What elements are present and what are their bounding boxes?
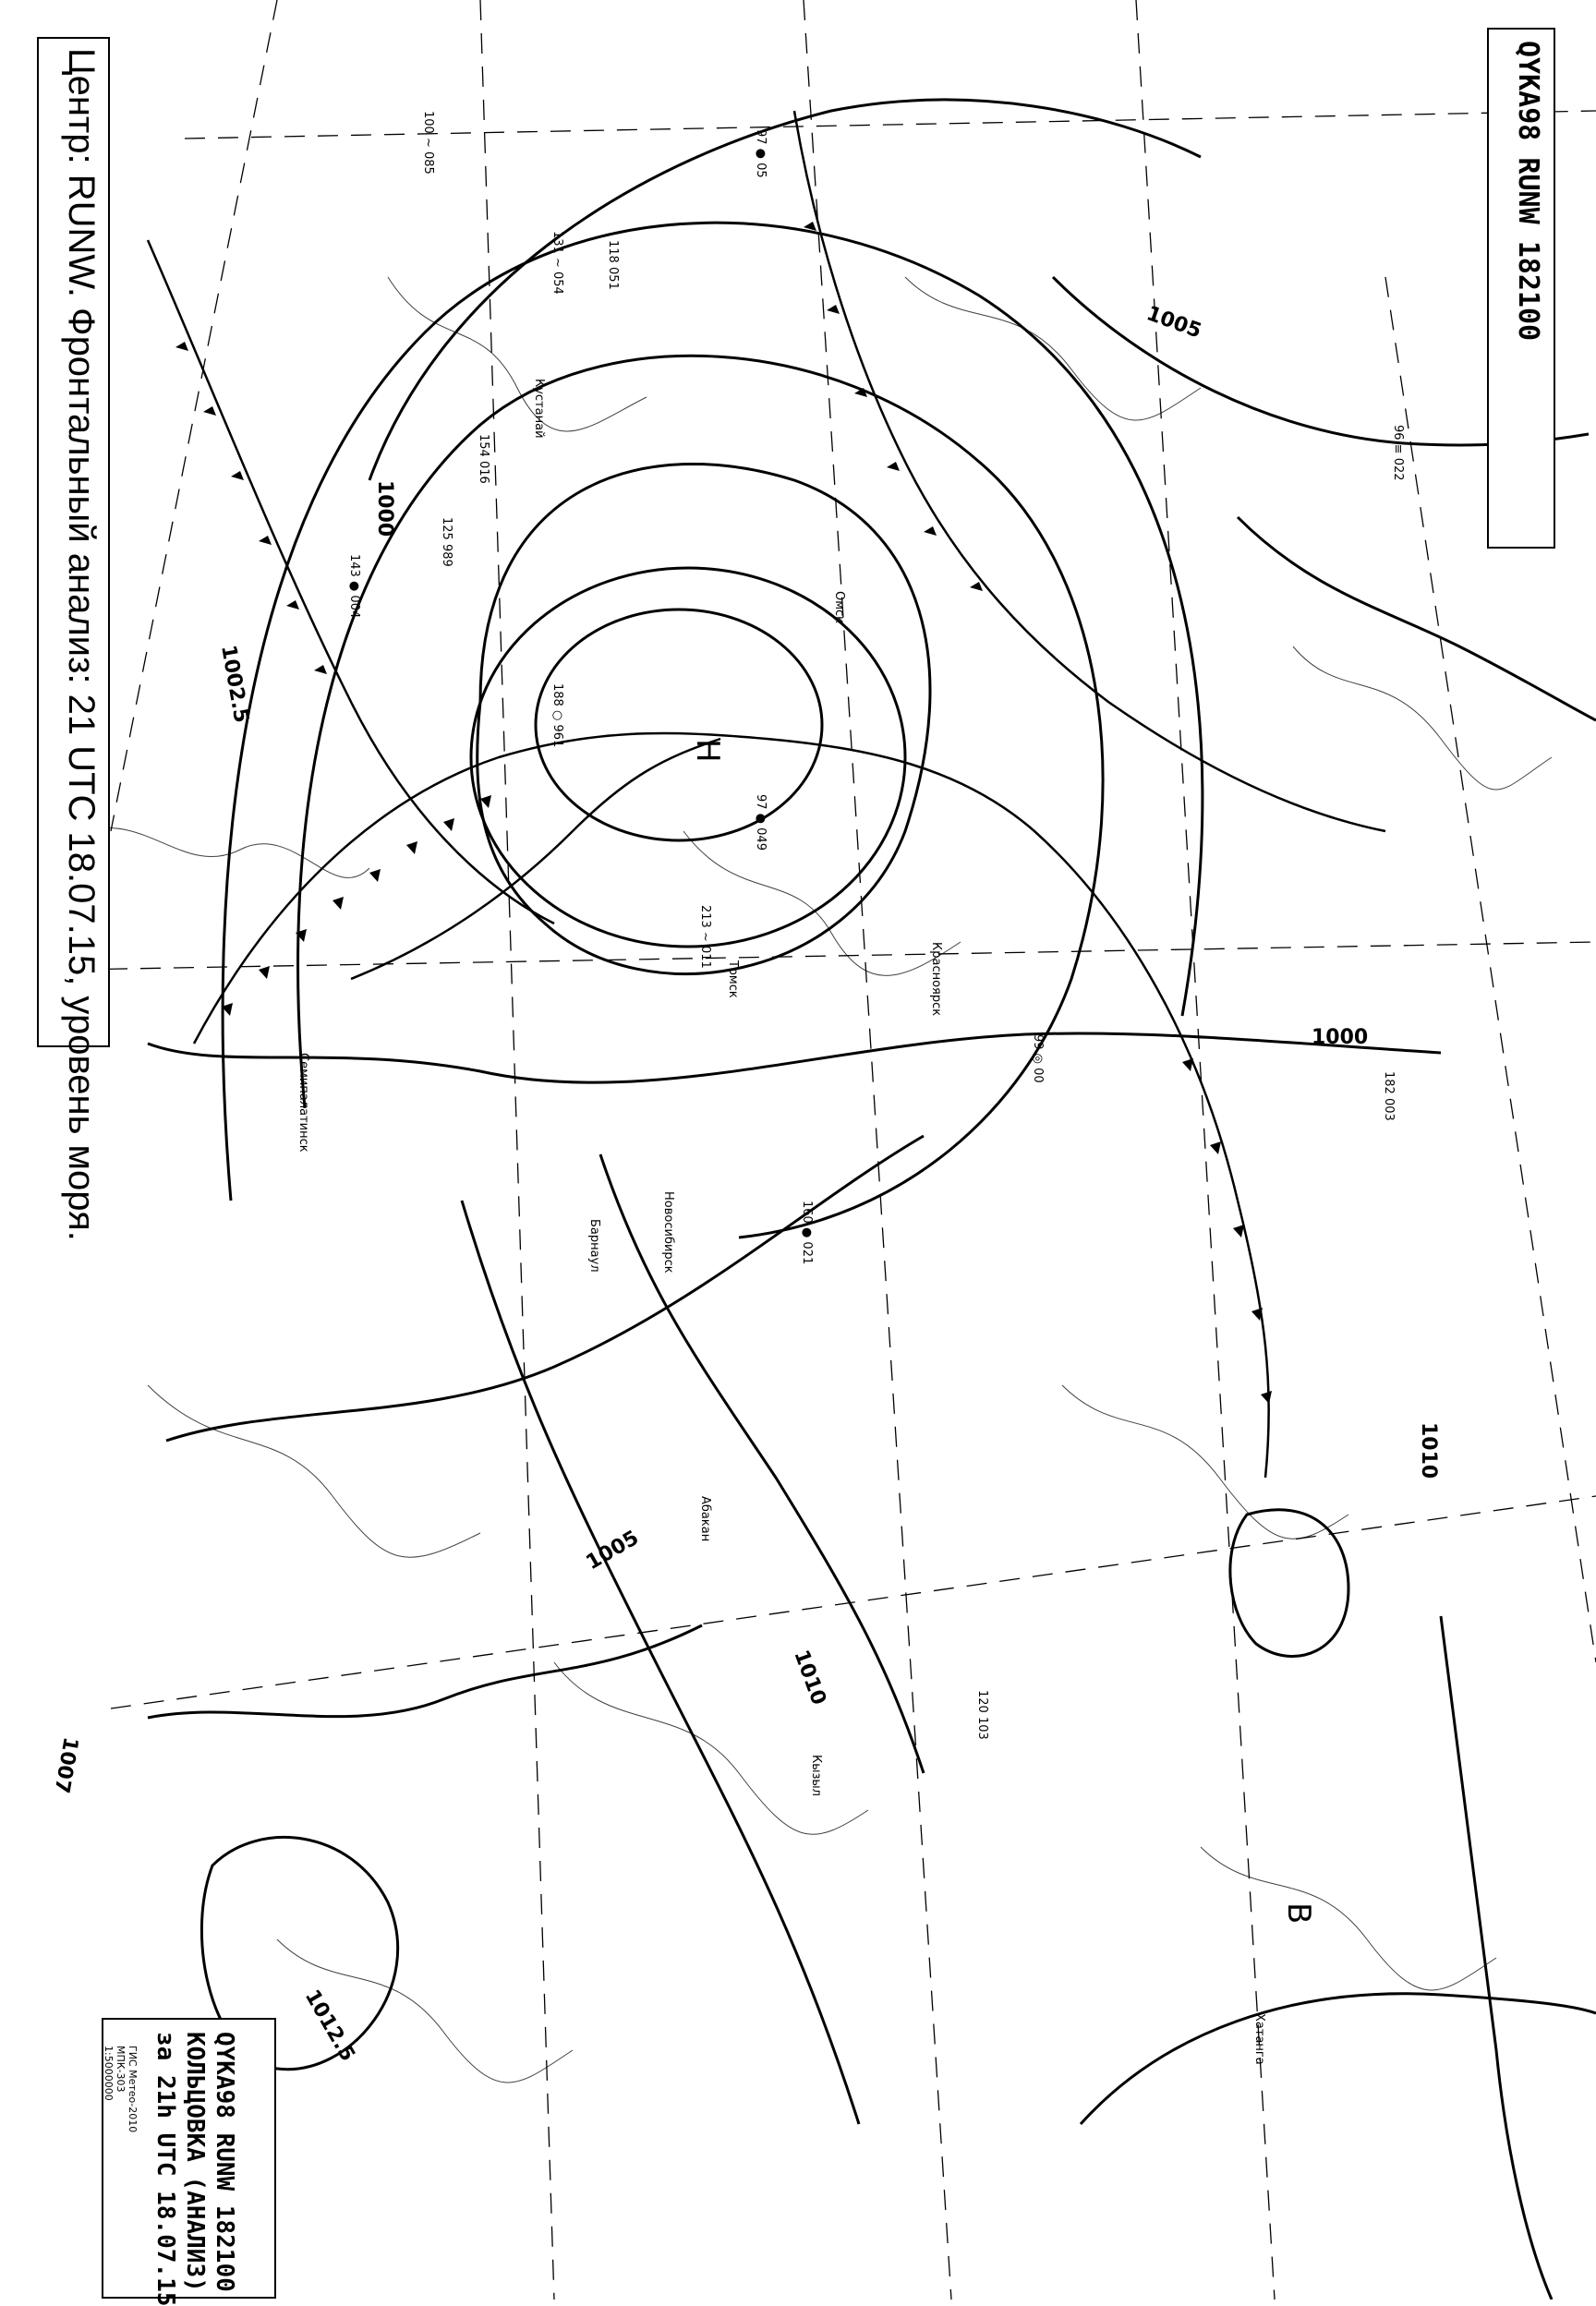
station-plot: 143 ● 004 xyxy=(347,554,361,619)
station-plot: 154 016 xyxy=(477,434,490,484)
station-plot: 188 ○ 961 xyxy=(550,683,564,748)
city-label: Томск xyxy=(726,960,740,998)
city-labels xyxy=(296,379,1266,2065)
stamp-time: за 21h UTC 18.07.15 xyxy=(151,2032,179,2306)
city-label: Хатанга xyxy=(1252,2013,1266,2065)
isobars xyxy=(148,100,1596,2300)
station-plot: 213 ∼ 011 xyxy=(698,905,712,969)
isobar-labels xyxy=(49,302,1440,2065)
station-plot: 131 ∼ 054 xyxy=(550,231,564,295)
station-plot: 120 103 xyxy=(975,1690,989,1740)
city-label: Семипалатинск xyxy=(296,1053,310,1153)
station-plot: 97 ● 049 xyxy=(754,794,768,851)
city-label: Кустанай xyxy=(532,379,546,439)
isobar-label: 1010 xyxy=(789,1647,830,1708)
station-plot: 100 ~ 085 xyxy=(421,111,435,175)
station-plots xyxy=(347,111,1405,1740)
isobar-label: 1000 xyxy=(373,480,396,537)
isobar-label: 1000 xyxy=(1312,1026,1369,1049)
isobar-label: 1007 xyxy=(49,1734,82,1795)
stamp-code: QYKA98 RUNW 182100 xyxy=(211,2032,238,2292)
low-center-marker: Н xyxy=(689,739,726,763)
pressure-centers xyxy=(689,739,1317,1924)
city-label: Омск xyxy=(832,591,846,624)
station-plot: 96 ≡ 022 xyxy=(1391,425,1405,481)
chart-title: Центр: RUNW. Фронтальный анализ: 21 UTC 18.07.15, уровень моря. xyxy=(61,48,102,1241)
isobar-label: 1012.5 xyxy=(299,1986,359,2066)
high-center-marker: В xyxy=(1280,1902,1317,1925)
stamp-device: МПК-303 xyxy=(115,2046,127,2093)
station-plot: 97 ● 05 xyxy=(754,129,768,178)
city-label: Абакан xyxy=(698,1496,712,1542)
city-label: Красноярск xyxy=(929,942,943,1017)
isobar-label: 1010 xyxy=(1417,1422,1440,1479)
station-plot: 99 ◎ 00 xyxy=(1031,1034,1045,1083)
header-code: QYKA98 RUNW 182100 xyxy=(1512,41,1544,342)
stamp-software: ГИС Метео-2010 xyxy=(127,2046,139,2133)
station-plot: 182 003 xyxy=(1382,1071,1396,1121)
station-plot: 118 051 xyxy=(606,240,620,290)
city-label: Барнаул xyxy=(587,1219,601,1273)
isobar-label: 1002.5 xyxy=(216,643,253,725)
station-plot: 125 989 xyxy=(440,517,453,567)
city-label: Кызыл xyxy=(809,1755,823,1796)
stamp-scale: 1:5000000 xyxy=(103,2046,115,2101)
city-label: Новосибирск xyxy=(661,1191,675,1274)
coastlines xyxy=(83,277,1552,2083)
isobar-label: 1005 xyxy=(1143,302,1205,344)
isobar-label: 1005 xyxy=(582,1526,644,1576)
stamp-type: КОЛЬЦОВКА (АНАЛИЗ) xyxy=(181,2032,209,2292)
station-plot: 160 ● 021 xyxy=(800,1201,814,1265)
